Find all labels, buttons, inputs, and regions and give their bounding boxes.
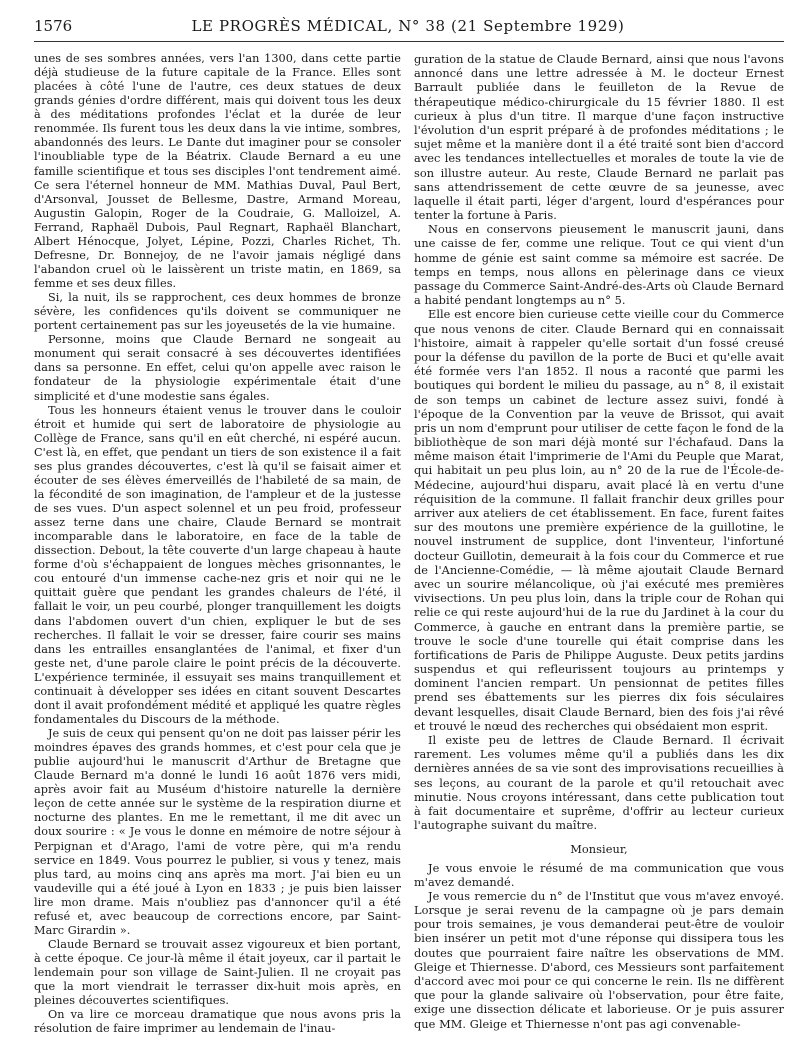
header-rule <box>34 41 784 42</box>
letter-paragraph: Je vous remercie du n° de l'Institut que vous m'avez envoyé. Lorsque je serai revenu de la campagne où je pars demain pour trois semaines, je vous demanderai peut-être de vouloir bien insérer un petit mot d'une réponse qui dissipera tous les doutes que pourraient faire naître les observations de MM. Gleige et Thiernesse. D'abord, ces Messieurs sont parfaitement d'accord avec moi pour ce qui concerne le rein. Ils ne diffèrent que pour la glande salivaire où l'observation, pour être faite, exige une dissection délicate et laborieuse. Or je puis assurer que MM. Gleige et Thiernesse n'ont pas agi convenable- <box>414 888 784 1031</box>
right-column <box>414 52 784 1042</box>
paragraph: Si, la nuit, ils se rapprochent, ces deux hommes de bronze sévère, les confidences qu'ils doivent se communiquer ne portent certainement pas sur les joyeusetés de la vie humaine. <box>34 291 401 333</box>
letter-salutation: Monsieur, <box>570 842 628 857</box>
journal-title: LE PROGRÈS MÉDICAL, N° 38 (21 Septembre 1929) <box>191 17 625 35</box>
paragraph: Claude Bernard se trouvait assez vigoureux et bien portant, à cette époque. Ce jour-là même il était joyeux, car il partait le lendemain pour son village de Saint-Julien. Il ne croyait pas que la mort viendrait le terrasser dix-huit mois après, en pleines découvertes scientifiques. <box>34 937 401 1008</box>
paragraph: Personne, moins que Claude Bernard ne songeait au monument qui serait consacré à ses découvertes identifiées dans sa personne. En effet, celui qu'on appelle avec raison le fondateur de la physiologie expérimentale était d'une simplicité et d'une modestie sans égales. <box>34 333 401 403</box>
letter-paragraph: Je vous envoie le résumé de ma communication que vous m'avez demandé. <box>414 860 784 889</box>
paragraph: Tous les honneurs étaient venus le trouver dans le couloir étroit et humide qui sert de laboratoire de physiologie au Collège de France, sans qu'il en eût cherché, ni espéré aucun. C'est là, en effet, que pendant un tiers de son existence il a fait ses plus grandes découvertes, c'est là qu'il se faisait aimer et écouter de ses élèves émerveillés de l'habileté de sa main, de la fécondité de son imagination, de l'ampleur et de la justesse de ses vues. D'un aspect solennel et un peu froid, professeur assez terne dans une chaire, Claude Bernard se montrait incomparable dans le laboratoire, en face de la table de dissection. Debout, la tête couverte d'un large chapeau à haute forme d'où s'échappaient de longues mèches grisonnantes, le cou entouré d'un immense cache-nez gris et noir qui ne le quittait guère que pendant les grandes chaleurs de l'été, il fallait le voir, un peu courbé, plonger tranquillement les doigts dans l'abdomen ouvert d'un chien, expliquer le but de ses recherches. Il fallait le voir se dresser, faire courir ses mains dans les entrailles ensanglantées de l'animal, et fixer d'un geste net, d'une parole claire le point précis de la découverte. L'expérience terminée, il essuyait ses mains tranquillement et continuait à développer ses idées en citant souvent Descartes dont il avait profondément médité et appliqué les quatre règles fondamentales du Discours de la méthode. <box>34 403 401 726</box>
paragraph: Je suis de ceux qui pensent qu'on ne doit pas laisser périr les moindres épaves des grands hommes, et c'est pour cela que je publie aujourd'hui le manuscrit d'Arthur de Bretagne que Claude Bernard m'a donné le lundi 16 août 1876 vers midi, après avoir fait au Muséum d'histoire naturelle la dernière leçon de cette année sur le système de la respiration diurne et nocturne des plantes. En me le remettant, il me dit avec un doux sourire : « Je vous le donne en mémoire de notre séjour à Perpignan et d'Arago, l'ami de votre père, qui m'a rendu service en 1849. Vous pourrez le publier, si vous y tenez, mais plus tard, au moins cinq ans après ma mort. J'ai bien eu un vaudeville qui a été joué à Lyon en 1833 ; je puis bien laisser lire mon drame. Mais n'oubliez pas d'annoncer qu'il a été refusé et, avec beaucoup de corrections encore, par Saint-Marc Girardin ». <box>34 727 401 937</box>
paragraph: Elle est encore bien curieuse cette vieille cour du Commerce que nous venons de citer. Claude Bernard qui en connaissait l'histoire, aimait à rappeler qu'elle sortait d'un fossé creusé pour la défense du pavillon de la porte de Buci et qu'elle avait été formée vers l'an 1852. Il nous a raconté que parmi les boutiques qui bordent le milieu du passage, au n° 8, il existait de son temps un cabinet de lecture assez suivi, fondé à l'époque de la Convention par la veuve de Brissot, qui avait pris un nom d'emprunt pour utiliser de cette façon le fond de la bibliothèque de son mari déjà monté sur l'échafaud. Dans la même maison était l'imprimerie de l'Ami du Peuple que Marat, qui habitait un peu plus loin, au n° 20 de la rue de l'École-de-Médecine, aujourd'hui disparu, avait placé là en vertu d'une réquisition de la commune. Il fallait franchir deux grilles pour arriver aux ateliers de cet établissement. En face, furent faites sur des moutons une première expérience de la guillotine, le nouvel instrument de supplice, dont l'inventeur, l'infortuné docteur Guillotin, demeurait à la fois cour du Commerce et rue de l'Ancienne-Comédie, — là même ajoutait Claude Bernard avec un sourire mélancolique, où j'ai exécuté mes premières vivisections. Un peu plus loin, dans la triple cour de Rohan qui relie ce qui reste aujourd'hui de la rue du Jardinet à la cour du Commerce, à gauche en entrant dans la première partie, se trouve le socle d'une tourelle qui était comprise dans les fortifications de Paris de Philippe Auguste. Deux petits jardins suspendus et qui refleurissent toujours au printemps y dominent l'ancien rempart. Un pensionnat de petites filles prend ses ébattements sur les pierres dix fois séculaires devant lesquelles, disait Claude Bernard, bien des fois j'ai rêvé et trouvé le nœud des recherches qui obsédaient mon esprit. <box>414 307 784 733</box>
paragraph: unes de ses sombres années, vers l'an 1300, dans cette partie déjà studieuse de la future capitale de la France. Elles sont placées à côté l'une de l'autre, ces deux statues de deux grands génies d'ordre différent, mais qui doivent tous les deux à des méditations profondes l'éclat et la durée de leur renommée. Ils furent tous les deux dans la vie intime, sombres, abandonnés des leurs. Le Dante dut imaginer pour se consoler l'inoubliable type de la Béatrix. Claude Bernard a eu une famille scientifique et tous ses disciples l'ont tendrement aimé. Ce sera l'éternel honneur de MM. Mathias Duval, Paul Bert, d'Arsonval, Jousset de Bellesme, Dastre, Armand Moreau, Augustin Galopin, Roger de la Coudraie, G. Malloizel, A. Ferrand, Raphaël Dubois, Paul Regnart, Raphaël Blanchart, Albert Hénocque, Jolyet, Lépine, Pozzi, Charles Richet, Th. Defresne, Dr. Bonnejoy, de ne l'avoir jamais négligé dans l'abandon cruel où le laissèrent un triste matin, en 1869, sa femme et ses deux filles. <box>34 52 401 290</box>
paragraph: guration de la statue de Claude Bernard, ainsi que nous l'avons annoncé dans une lettre adressée à M. le docteur Ernest Barrault publiée dans le feuilleton de la Revue de thérapeutique médico-chirurgicale du 15 février 1880. Il est curieux à plus d'un titre. Il marque d'une façon instructive l'évolution d'un esprit préparé à de profondes méditations ; le sujet même et la manière dont il a été traité sont bien d'accord avec les tendances intellectuelles et morales de toute la vie de son illustre auteur. Au reste, Claude Bernard ne parlait pas sans attendrissement de cette œuvre de sa jeunesse, avec laquelle il était parti, léger d'argent, lourd d'espérances pour tenter la fortune à Paris. <box>414 52 784 223</box>
left-column <box>34 52 401 1042</box>
paragraph: On va lire ce morceau dramatique que nous avons pris la résolution de faire imprimer au lendemain de l'inau- <box>34 1008 401 1036</box>
running-header <box>34 16 782 40</box>
paragraph: Nous en conservons pieusement le manuscrit jauni, dans une caisse de fer, comme une relique. Tout ce qui vient d'un homme de génie est saint comme sa mémoire est sacrée. De temps en temps, nous allons en pèlerinage dans ce vieux passage du Commerce Saint-André-des-Arts où Claude Bernard a habité pendant longtemps au n° 5. <box>414 222 784 308</box>
paragraph: Il existe peu de lettres de Claude Bernard. Il écrivait rarement. Les volumes même qu'il a publiés dans les dix dernières années de sa vie sont des improvisations recueillies à ses leçons, au courant de la parole et qu'il retouchait avec minutie. Nous croyons intéressant, dans cette publication tout à fait documentaire et suprême, d'offrir au lecteur curieux l'autographe suivant du maître. <box>414 733 784 833</box>
page-number: 1576 <box>34 17 73 35</box>
